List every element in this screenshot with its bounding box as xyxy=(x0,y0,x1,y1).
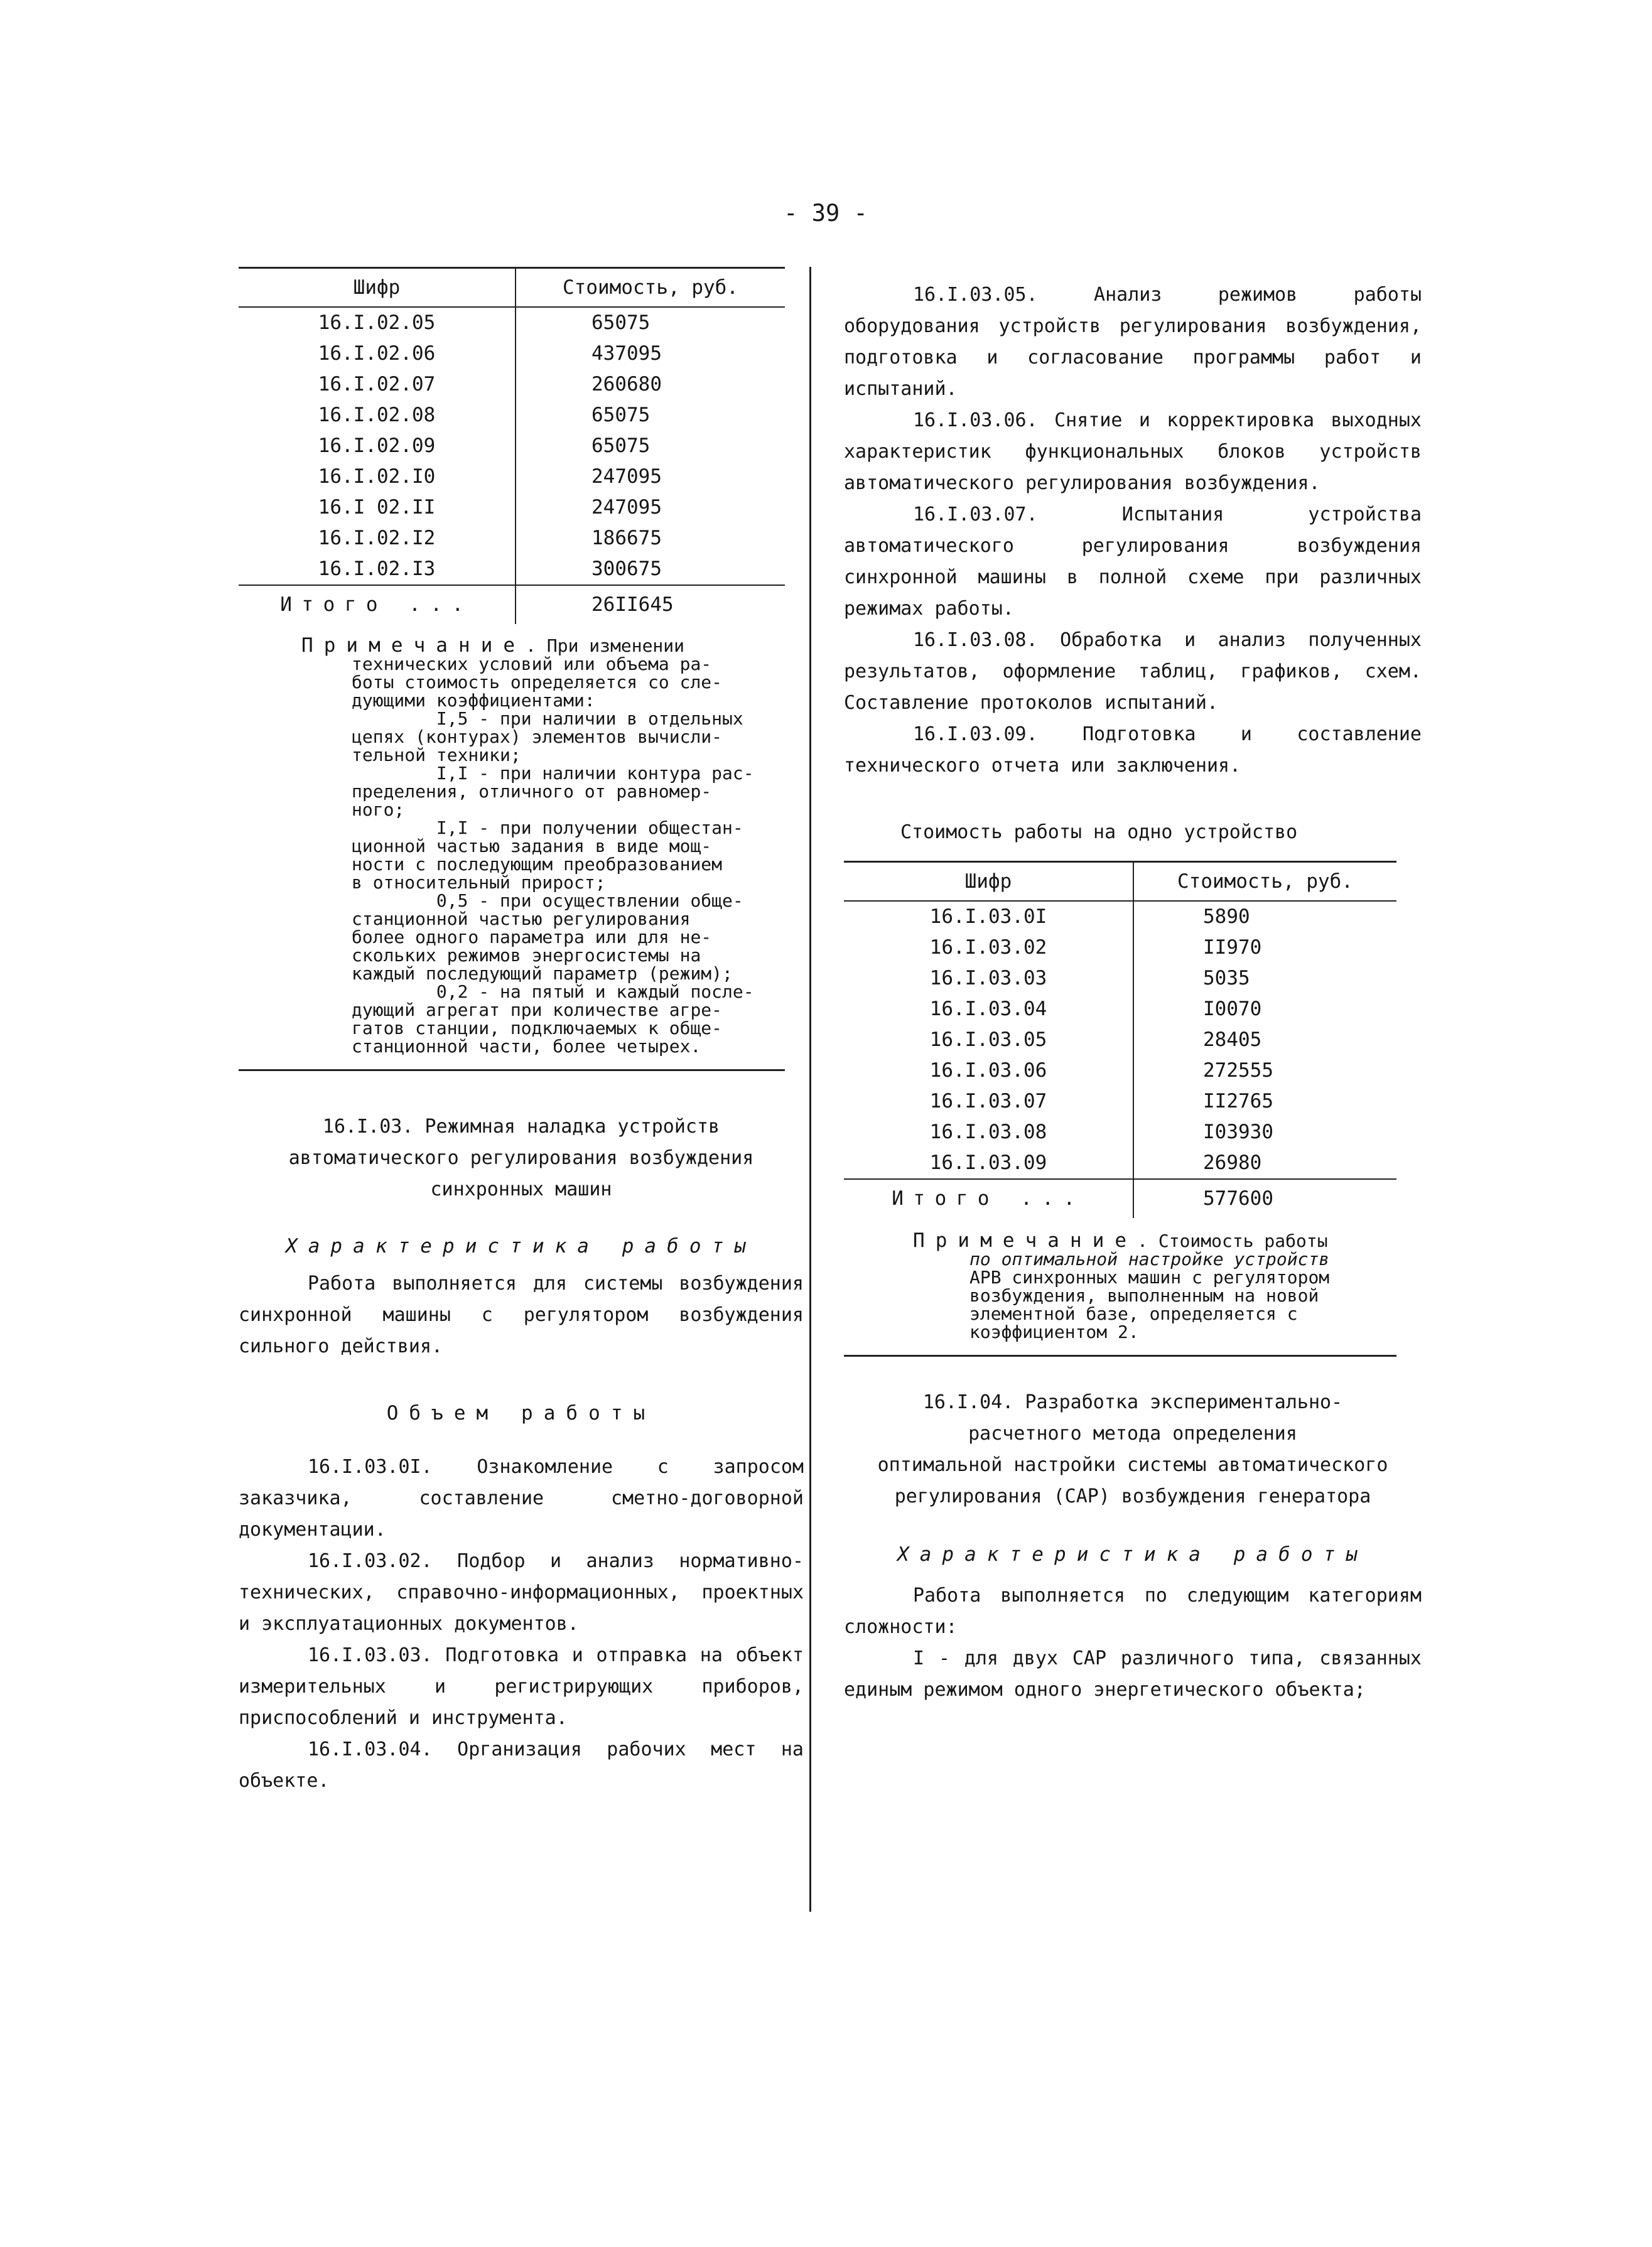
table-row xyxy=(844,963,1396,994)
note-label: Примечание xyxy=(301,634,526,657)
work-item: 16.I.03.09. Подготовка и составление технического отчета или заключения. xyxy=(844,723,1422,777)
code-cell: 16.I 02.II xyxy=(318,496,436,519)
total-row xyxy=(239,585,785,624)
column-header-cost: Стоимость, руб. xyxy=(516,268,785,308)
table-header-row xyxy=(844,862,1396,902)
note-line: каждый последующий параметр (режим); xyxy=(352,963,733,984)
note-line: ного; xyxy=(352,799,405,820)
cost-cell: II2765 xyxy=(1133,1086,1396,1117)
table-row xyxy=(844,1117,1396,1148)
code-cell: 16.I.02.I3 xyxy=(318,558,436,580)
table-row xyxy=(239,307,785,338)
table-caption: Стоимость работы на одно устройство xyxy=(900,821,1298,843)
code-cell: 16.I.02.06 xyxy=(318,342,436,365)
note-line: дующий агрегат при количестве агре- xyxy=(352,1000,723,1020)
note-line: пределения, отличного от равномер- xyxy=(352,781,712,802)
cost-cell: 247095 xyxy=(516,492,785,523)
table-row xyxy=(239,554,785,585)
characteristic-heading: Характеристика работы xyxy=(897,1543,1368,1566)
code-cell: 16.I.03.05 xyxy=(929,1028,1047,1051)
cost-cell: 437095 xyxy=(516,338,785,369)
note-line: I,5 - при наличии в отдельных xyxy=(352,708,743,729)
table-row xyxy=(239,523,785,554)
work-item: 16.I.03.06. Снятие и корректировка выходных характеристик функциональных блоков устройств автоматического регулирования возбуждения. xyxy=(844,409,1422,494)
cost-table-1602 xyxy=(239,267,785,624)
characteristic-text: Работа выполняется по следующим категориям сложности: xyxy=(844,1585,1422,1638)
note-line: по оптимальной настройке устройств xyxy=(969,1249,1330,1269)
code-cell: 16.I.02.08 xyxy=(318,404,436,426)
cost-cell: 247095 xyxy=(516,461,785,492)
total-label: Итого ... xyxy=(280,593,473,616)
cost-cell: I0070 xyxy=(1133,994,1396,1025)
section-title-line: синхронных машин xyxy=(430,1178,612,1200)
note-line: . При изменении xyxy=(526,635,685,656)
table-row xyxy=(239,461,785,492)
note-line: ности с последующим преобразованием xyxy=(352,854,723,875)
table-row xyxy=(239,369,785,400)
note-line: гатов станции, подключаемых к обще- xyxy=(352,1018,723,1038)
cost-cell: II970 xyxy=(1133,932,1396,963)
characteristic-heading: Характеристика работы xyxy=(286,1235,757,1258)
code-cell: 16.I.02.05 xyxy=(318,311,436,334)
cost-cell: I03930 xyxy=(1133,1117,1396,1148)
section-title-line: 16.I.04. Разработка экспериментально- xyxy=(922,1391,1343,1413)
note-1602 xyxy=(239,634,785,1071)
note-line: АРВ синхронных машин с регулятором xyxy=(969,1267,1330,1288)
section-title-line: регулирования (САР) возбуждения генератора xyxy=(894,1485,1371,1507)
note-line: тельной техники; xyxy=(352,745,521,765)
work-item: 16.I.03.03. Подготовка и отправка на объект измерительных и регистрирующих приборов, приспособлений и инструмента. xyxy=(239,1644,804,1729)
total-value: 577600 xyxy=(1133,1179,1396,1218)
work-item: 16.I.03.02. Подбор и анализ нормативно-технических, справочно-информационных, проектных и эксплуатационных документов. xyxy=(239,1550,804,1635)
table-row xyxy=(239,492,785,523)
characteristic-text: Работа выполняется для системы возбуждения синхронной машины с регулятором возбуждения сильного действия. xyxy=(239,1273,804,1357)
column-header-code: Шифр xyxy=(239,268,516,308)
category-item: I - для двух САР различного типа, связанных единым режимом одного энергетического объекта; xyxy=(844,1647,1422,1701)
work-item: 16.I.03.04. Организация рабочих мест на объекте. xyxy=(239,1738,804,1792)
cost-cell: 5890 xyxy=(1133,901,1396,932)
note-line: станционной части, более четырех. xyxy=(352,1036,701,1057)
note-line: коэффициентом 2. xyxy=(969,1322,1139,1342)
total-row xyxy=(844,1179,1396,1218)
note-line: более одного параметра или для не- xyxy=(352,927,712,947)
column-divider xyxy=(809,267,811,1912)
note-line: цепях (контурах) элементов вычисли- xyxy=(352,726,723,747)
page-number: - 39 - xyxy=(784,200,868,227)
column-header-cost: Стоимость, руб. xyxy=(1133,862,1396,902)
table-row xyxy=(844,1055,1396,1086)
table-row xyxy=(844,1086,1396,1117)
note-line: I,I - при наличии контура рас- xyxy=(352,763,754,784)
code-cell: 16.I.03.07 xyxy=(929,1090,1047,1113)
note-line: I,I - при получении общестан- xyxy=(352,817,743,838)
code-cell: 16.I.03.09 xyxy=(929,1151,1047,1174)
code-cell: 16.I.03.0I xyxy=(929,905,1047,928)
total-value: 26II645 xyxy=(516,585,785,624)
cost-cell: 300675 xyxy=(516,554,785,585)
note-line: элементной базе, определяется с xyxy=(969,1303,1298,1324)
note-line: скольких режимов энергосистемы на xyxy=(352,945,701,966)
cost-table-1603 xyxy=(844,861,1396,1218)
code-cell: 16.I.02.09 xyxy=(318,434,436,457)
column-header-code: Шифр xyxy=(844,862,1133,902)
total-label: Итого ... xyxy=(892,1187,1085,1210)
cost-cell: 5035 xyxy=(1133,963,1396,994)
note-line: 0,5 - при осуществлении обще- xyxy=(352,890,743,911)
code-cell: 16.I.02.07 xyxy=(318,373,436,396)
code-cell: 16.I.03.06 xyxy=(929,1059,1047,1082)
table-header-row xyxy=(239,268,785,308)
left-column xyxy=(239,267,804,1797)
section-title-1604 xyxy=(844,1387,1422,1512)
note-line: боты стоимость определяется со сле- xyxy=(352,672,723,692)
note-line: 0,2 - на пятый и каждый после- xyxy=(352,981,754,1002)
cost-cell: 65075 xyxy=(516,400,785,431)
work-item: 16.I.03.07. Испытания устройства автоматического регулирования возбуждения синхронной машины в полной схеме при различных режимах работы. xyxy=(844,504,1422,620)
table-row xyxy=(844,994,1396,1025)
section-title-line: расчетного метода определения xyxy=(968,1423,1297,1445)
section-title-line: автоматического регулирования возбуждения xyxy=(288,1147,754,1169)
cost-cell: 26980 xyxy=(1133,1148,1396,1179)
note-line: технических условий или объема ра- xyxy=(352,654,712,674)
work-item: 16.I.03.05. Анализ режимов работы оборудования устройств регулирования возбуждения, подготовка и согласование программы работ и испытаний. xyxy=(844,284,1422,400)
code-cell: 16.I.03.03 xyxy=(929,967,1047,989)
note-line: ционной частью задания в виде мощ- xyxy=(352,836,712,856)
code-cell: 16.I.03.02 xyxy=(929,936,1047,959)
volume-heading: Объем работы xyxy=(386,1402,656,1425)
section-title-line: оптимальной настройки системы автоматического xyxy=(877,1454,1388,1476)
note-line: дующими коэффициентами: xyxy=(352,690,595,711)
cost-cell: 186675 xyxy=(516,523,785,554)
table-row xyxy=(239,431,785,461)
table-row xyxy=(844,932,1396,963)
table-row xyxy=(844,1025,1396,1055)
table-row xyxy=(844,901,1396,932)
note-line: в относительный прирост; xyxy=(352,872,606,893)
note-line: станционной частью регулирования xyxy=(352,908,691,929)
code-cell: 16.I.02.I0 xyxy=(318,465,436,488)
right-column xyxy=(844,279,1422,1706)
work-item: 16.I.03.08. Обработка и анализ полученных результатов, оформление таблиц, графиков, схем. Составление протоколов испытаний. xyxy=(844,629,1422,714)
table-row xyxy=(239,400,785,431)
note-label: Примечание xyxy=(913,1229,1138,1252)
note-1603 xyxy=(844,1229,1396,1357)
section-title-line: 16.I.03. Режимная наладка устройств xyxy=(322,1116,720,1138)
cost-cell: 260680 xyxy=(516,369,785,400)
cost-cell: 65075 xyxy=(516,307,785,338)
note-line: . Стоимость работы xyxy=(1137,1231,1328,1251)
section-title-1603 xyxy=(239,1111,804,1205)
note-line: возбуждения, выполненным на новой xyxy=(969,1285,1319,1306)
cost-cell: 65075 xyxy=(516,431,785,461)
table-row xyxy=(239,338,785,369)
cost-cell: 272555 xyxy=(1133,1055,1396,1086)
code-cell: 16.I.02.I2 xyxy=(318,527,436,549)
work-item: 16.I.03.0I. Ознакомление с запросом заказчика, составление сметно-договорной документации. xyxy=(239,1456,804,1541)
code-cell: 16.I.03.08 xyxy=(929,1121,1047,1143)
cost-cell: 28405 xyxy=(1133,1025,1396,1055)
table-row xyxy=(844,1148,1396,1179)
code-cell: 16.I.03.04 xyxy=(929,998,1047,1020)
